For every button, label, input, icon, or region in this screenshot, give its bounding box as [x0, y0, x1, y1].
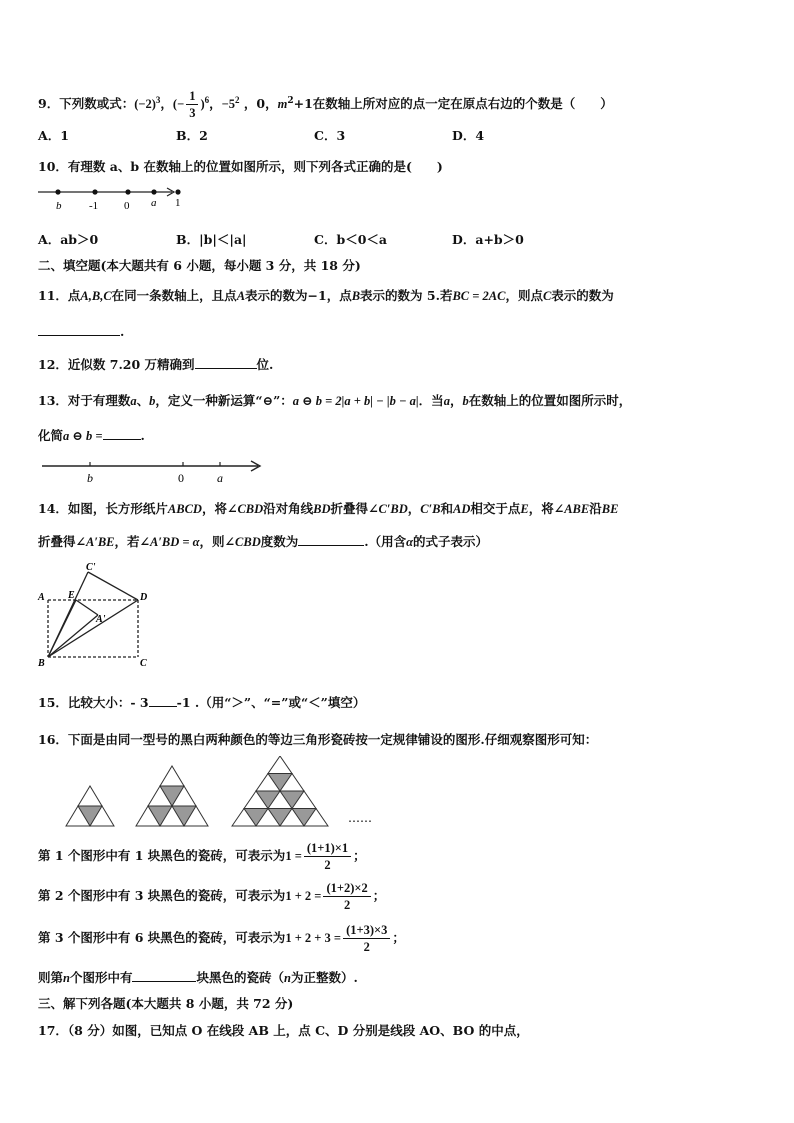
q9-option-d[interactable]: D．4 — [452, 128, 485, 143]
q16-row-3: 第 3 个图形中有 6 块黑色的瓷砖，可表示为1 + 2 + 3 = $\frac{(1+3)\times 3}{2}$ ； — [38, 923, 405, 954]
point-a — [151, 189, 156, 194]
expr-5: $m^2+1$ — [277, 95, 313, 111]
expr-2: (− $\frac{1}{3}$ )$^6$ — [172, 89, 210, 120]
q14-fold-figure — [36, 560, 166, 670]
question-13: 13．对于有理数a、b，定义一种新运算“⊖”：a ⊖ b = 2|a + b| − |b − a|．当a，b在数轴上的位置如图所示时， — [38, 393, 632, 408]
label-e: E — [68, 590, 75, 601]
q10-option-d[interactable]: D．a+b＞0 — [452, 232, 524, 247]
section-3-heading: 三、解下列各题(本大题共 8 小题，共 72 分) — [38, 996, 294, 1011]
pattern-2 — [136, 766, 208, 826]
q10-option-c[interactable]: C．b＜0＜a — [314, 232, 387, 247]
point-0 — [125, 189, 130, 194]
q16-row-4: 则第n个图形中有 块黑色的瓷砖（n为正整数）. — [38, 970, 358, 985]
q13-number-line — [38, 455, 268, 487]
q16-answer-blank[interactable] — [132, 969, 196, 982]
point-1 — [175, 189, 180, 194]
label-c: C — [140, 658, 147, 669]
expr-3: $-5^2$ — [221, 94, 240, 111]
label-a-prime: A' — [96, 614, 106, 625]
label-c-prime: C' — [86, 562, 96, 573]
question-10: 10．有理数 a、b 在数轴上的位置如图所示，则下列各式正确的是( ) — [38, 159, 443, 174]
label-0: 0 — [178, 471, 184, 485]
label-1: 1 — [175, 197, 181, 209]
q9-option-a[interactable]: A．1 — [38, 128, 69, 143]
section-2-heading: 二、填空题(本大题共有 6 小题，每小题 3 分，共 18 分) — [38, 258, 361, 273]
label-neg1: -1 — [89, 200, 99, 212]
question-17: 17．（8 分）如图，已知点 O 在线段 AB 上，点 C、D 分别是线段 AO、BO 的中点， — [38, 1023, 529, 1038]
label-b: b — [56, 200, 62, 212]
q15-answer-blank[interactable] — [149, 694, 177, 707]
point-b — [55, 189, 60, 194]
q12-answer-blank[interactable] — [195, 356, 257, 369]
question-12: 12．近似数 7.20 万精确到 位. — [38, 357, 274, 372]
question-11: 11．点A,B,C在同一条数轴上，且点A表示的数为−1，点B表示的数为 5.若BC = 2AC，则点C表示的数为 — [38, 288, 614, 303]
pattern-1 — [66, 786, 114, 826]
q11-answer-line: . — [38, 323, 124, 339]
q16-row-2: 第 2 个图形中有 3 块黑色的瓷砖，可表示为1 + 2 = $\frac{(1+2)\times 2}{2}$ ； — [38, 881, 386, 912]
q9-option-b[interactable]: B．2 — [176, 128, 208, 143]
line-b-aprime — [48, 615, 98, 657]
label-a: a — [151, 197, 157, 209]
q10-option-b[interactable]: B．|b|＜|a| — [176, 232, 247, 247]
more-dots: …… — [348, 811, 372, 825]
q14-line-2: 折叠得∠A′BE，若∠A′BD = α，则∠CBD度数为 .（用含α的式子表示） — [38, 534, 489, 549]
q13-line-2: 化简a ⊖ b = . — [38, 428, 145, 443]
label-b: b — [87, 471, 93, 485]
q13-answer-blank[interactable] — [103, 427, 141, 440]
label-a: a — [217, 471, 223, 485]
question-9: 9．下列数或式：$(-2)^3$，(− $\frac{1}{3}$ )$^6$，$-5^2$ ，0，$m^2+1$在数轴上所对应的点一定在原点右边的个数是（ ） — [38, 89, 613, 120]
label-a: A — [38, 592, 45, 603]
question-15: 15．比较大小：- 3 -1 .（用“＞”、“=”或“＜”填空） — [38, 695, 366, 710]
q10-option-a[interactable]: A．ab＞0 — [38, 232, 99, 247]
line-e-aprime — [76, 600, 98, 615]
q9-option-c[interactable]: C．3 — [314, 128, 346, 143]
q16-row-1: 第 1 个图形中有 1 块黑色的瓷砖，可表示为1 = $\frac{(1+1)\times 1}{2}$ ； — [38, 841, 366, 872]
q10-number-line — [36, 182, 186, 212]
expr-1: $(-2)^3$ — [134, 94, 161, 111]
q14-answer-blank[interactable] — [298, 533, 364, 546]
label-0: 0 — [124, 200, 130, 212]
point-neg1 — [92, 189, 97, 194]
fold-c-prime-d — [88, 572, 138, 600]
question-16: 16．下面是由同一型号的黑白两种颜色的等边三角形瓷砖按一定规律铺设的图形.仔细观察图形可知： — [38, 732, 598, 747]
q11-answer-blank[interactable] — [38, 323, 120, 336]
question-14: 14．如图，长方形纸片ABCD，将∠CBD沿对角线BD折叠得∠C′BD，C′B和AD相交于点E，将∠ABE沿BE — [38, 501, 619, 516]
pattern-3 — [232, 756, 328, 826]
expr-4: 0 — [256, 96, 266, 111]
label-b: B — [38, 658, 45, 669]
label-d: D — [140, 592, 148, 603]
q16-tile-patterns — [60, 756, 390, 830]
